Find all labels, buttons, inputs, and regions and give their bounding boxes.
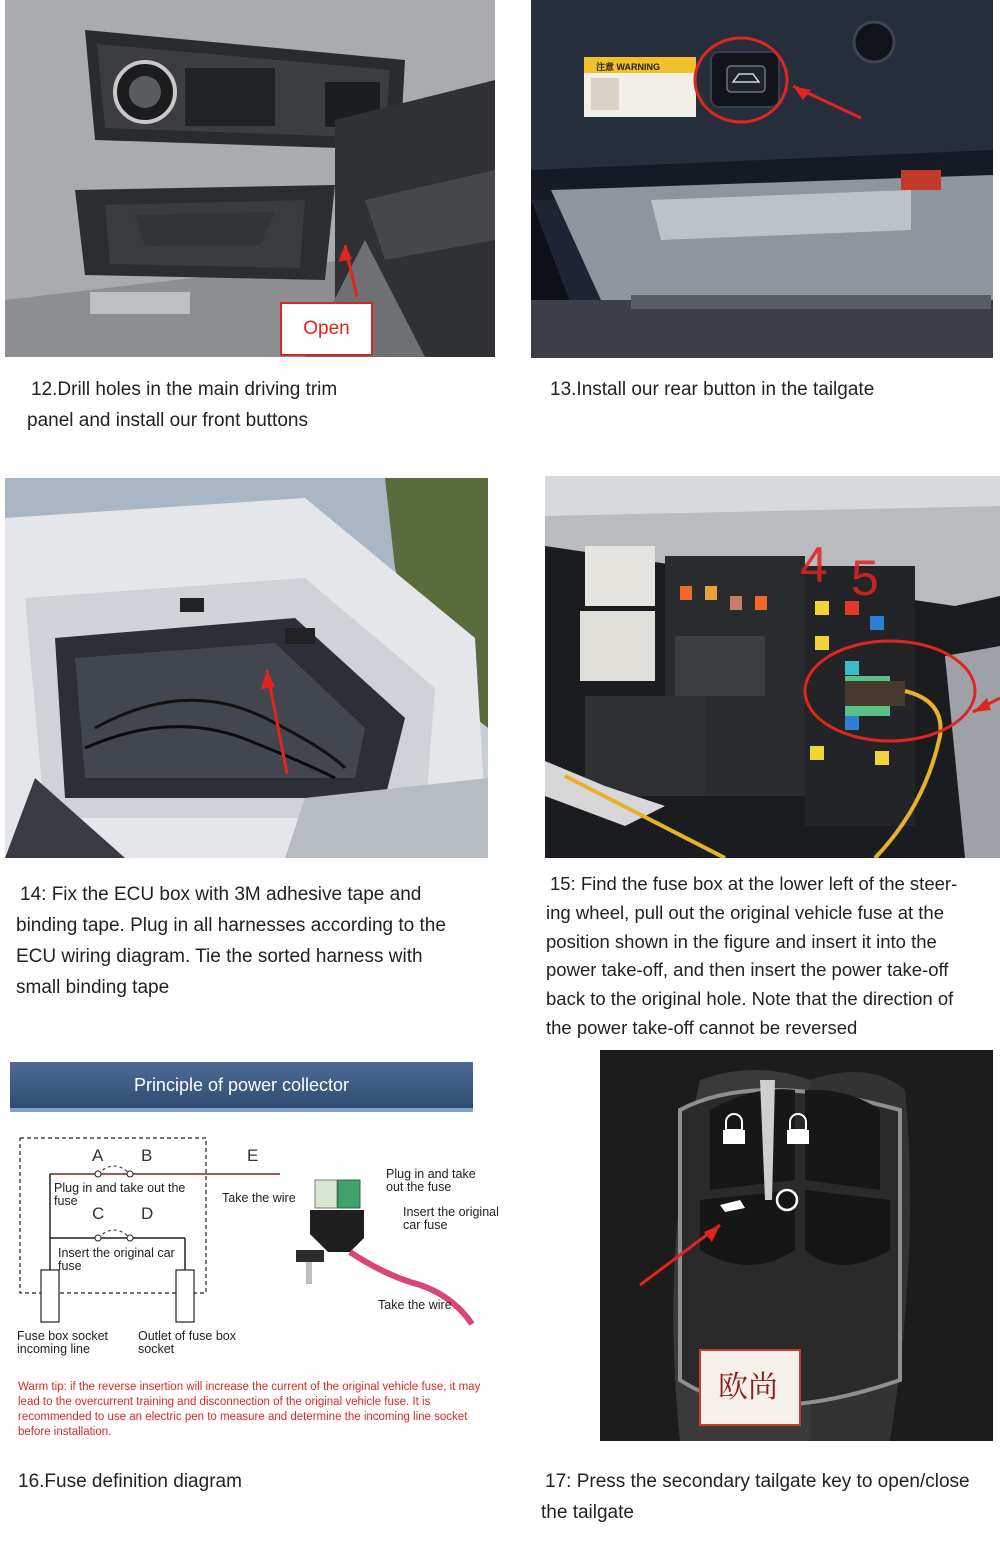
label-plug-fuse: Plug in and take out the fuse (54, 1181, 186, 1208)
label-plug-fuse-right: Plug in and take out the fuse (386, 1167, 476, 1194)
warning-sticker-label: 注意 WARNING (596, 62, 660, 72)
label-take-wire-right: Take the wire (378, 1298, 452, 1312)
label-insert-fuse: Insert the original car fuse (58, 1246, 175, 1273)
power-collector-diagram (10, 1062, 505, 1440)
caption-step-16: 16.Fuse definition diagram (18, 1471, 242, 1492)
open-label: Open (303, 318, 350, 339)
key-tag-text: 欧尚 (718, 1370, 778, 1405)
caption-step-17: 17: Press the secondary tailgate key to open/close the tailgate (541, 1471, 970, 1523)
caption-step-15: 15: Find the fuse box at the lower left of the steer- ing wheel, pull out the original vehicle fuse at the position shown in the figure and insert it into the power take-off, and then insert the power take-off back to the original hole. Note that the direction of the power take-off cannot be reversed (546, 873, 958, 1038)
letter-a: A (92, 1146, 104, 1165)
caption-step-12: 12.Drill holes in the main driving trim panel and install our front buttons (27, 379, 338, 431)
photo-car-key-fob (600, 1050, 993, 1441)
letter-e: E (247, 1146, 259, 1165)
label-fuse-socket-in: Fuse box socket incoming line (17, 1329, 109, 1356)
fuse-number-5: 5 (851, 550, 879, 606)
diagram-title: Principle of power collector (10, 1062, 473, 1112)
photo-ecu-box-harness (5, 478, 488, 858)
label-take-wire-left: Take the wire (222, 1191, 296, 1205)
label-fuse-socket-out: Outlet of fuse box socket (138, 1329, 236, 1356)
open-callout (280, 302, 373, 356)
caption-step-14: 14: Fix the ECU box with 3M adhesive tape and binding tape. Plug in all harnesses according to the ECU wiring diagram. Tie the sorted harness with small binding tape (16, 884, 446, 998)
warm-tip: Warm tip: if the reverse insertion will increase the current of the original vehicle fuse, it may lead to the overcurrent training and disconnection of the original vehicle fuse. It is recommended to use an electric pen to measure and determine the incoming line socket before installation. (18, 1381, 481, 1438)
caption-step-13: 13.Install our rear button in the tailgate (550, 379, 875, 400)
letter-b: B (141, 1146, 153, 1165)
photo-front-trim-panel (5, 0, 495, 357)
label-insert-fuse-right: Insert the original car fuse (403, 1205, 499, 1232)
photo-fuse-box (545, 476, 1000, 858)
letter-d: D (141, 1204, 154, 1223)
photo-tailgate-button (531, 0, 993, 358)
fuse-number-4: 4 (800, 537, 828, 593)
letter-c: C (92, 1204, 105, 1223)
